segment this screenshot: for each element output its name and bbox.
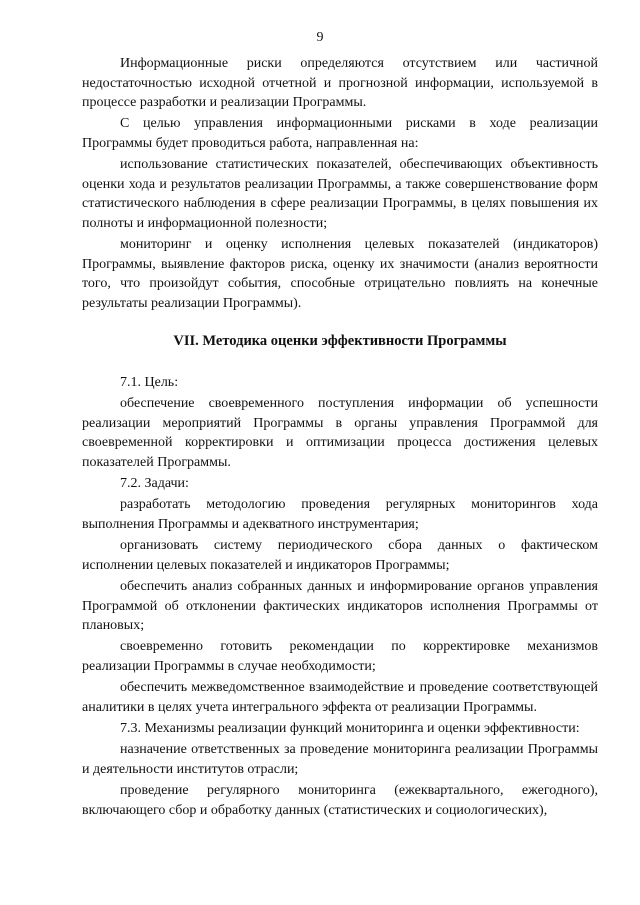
paragraph: Информационные риски определяются отсутствием или частичной недостаточностью исходной отчетной и прогнозной информации, используемой в процессе разработки и реализации Программы. — [82, 56, 598, 111]
subsection-label: 7.3. Механизмы реализации функций мониторинга и оценки эффективности: — [120, 720, 580, 736]
page-number: 9 — [316, 30, 324, 45]
paragraph: проведение регулярного мониторинга (ежеквартального, ежегодного), включающего сбор и обработку данных (статистических и социологических), — [82, 782, 598, 818]
section-heading: VII. Методика оценки эффективности Программы — [173, 332, 507, 349]
paragraph: разработать методологию проведения регулярных мониторингов хода выполнения Программы и адекватного инструментария; — [82, 497, 598, 533]
paragraph: С целью управления информационными рисками в ходе реализации Программы будет проводиться работа, направленная на: — [82, 116, 598, 151]
paragraph: организовать систему периодического сбора данных о фактическом исполнении целевых показателей и индикаторов Программы; — [82, 538, 598, 573]
subsection-label: 7.1. Цель: — [120, 375, 179, 391]
paragraph: назначение ответственных за проведение мониторинга реализации Программы и деятельности институтов отрасли; — [82, 742, 598, 777]
subsection-label: 7.2. Задачи: — [120, 476, 189, 492]
paragraph: обеспечить межведомственное взаимодействие и проведение соответствующей аналитики в целях учета интегрального эффекта от реализации Программы. — [82, 680, 598, 715]
paragraph: обеспечение своевременного поступления информации об успешности реализации мероприятий Программы в органы управления Программой для своевременной корректировки и оптимизации процесса достижения целевых показателей Программы. — [82, 396, 598, 471]
document-body — [82, 54, 598, 822]
paragraph: своевременно готовить рекомендации по корректировке механизмов реализации Программы в случае необходимости; — [82, 639, 598, 674]
paragraph: мониторинг и оценку исполнения целевых показателей (индикаторов) Программы, выявление факторов риска, оценку их значимости (анализ вероятности того, что произойдут события, способные отрицательно повлиять на конечные результаты реализации Программы). — [82, 237, 598, 311]
paragraph: использование статистических показателей, обеспечивающих объективность оценки хода и результатов реализации Программы, а также совершенствование форм статистического наблюдения в сфере реализации Программы, в целях повышения их полноты и информационной полезности; — [82, 157, 598, 231]
paragraph: обеспечить анализ собранных данных и информирование органов управления Программой об отклонении фактических индикаторов исполнения Программы от плановых; — [82, 579, 598, 634]
